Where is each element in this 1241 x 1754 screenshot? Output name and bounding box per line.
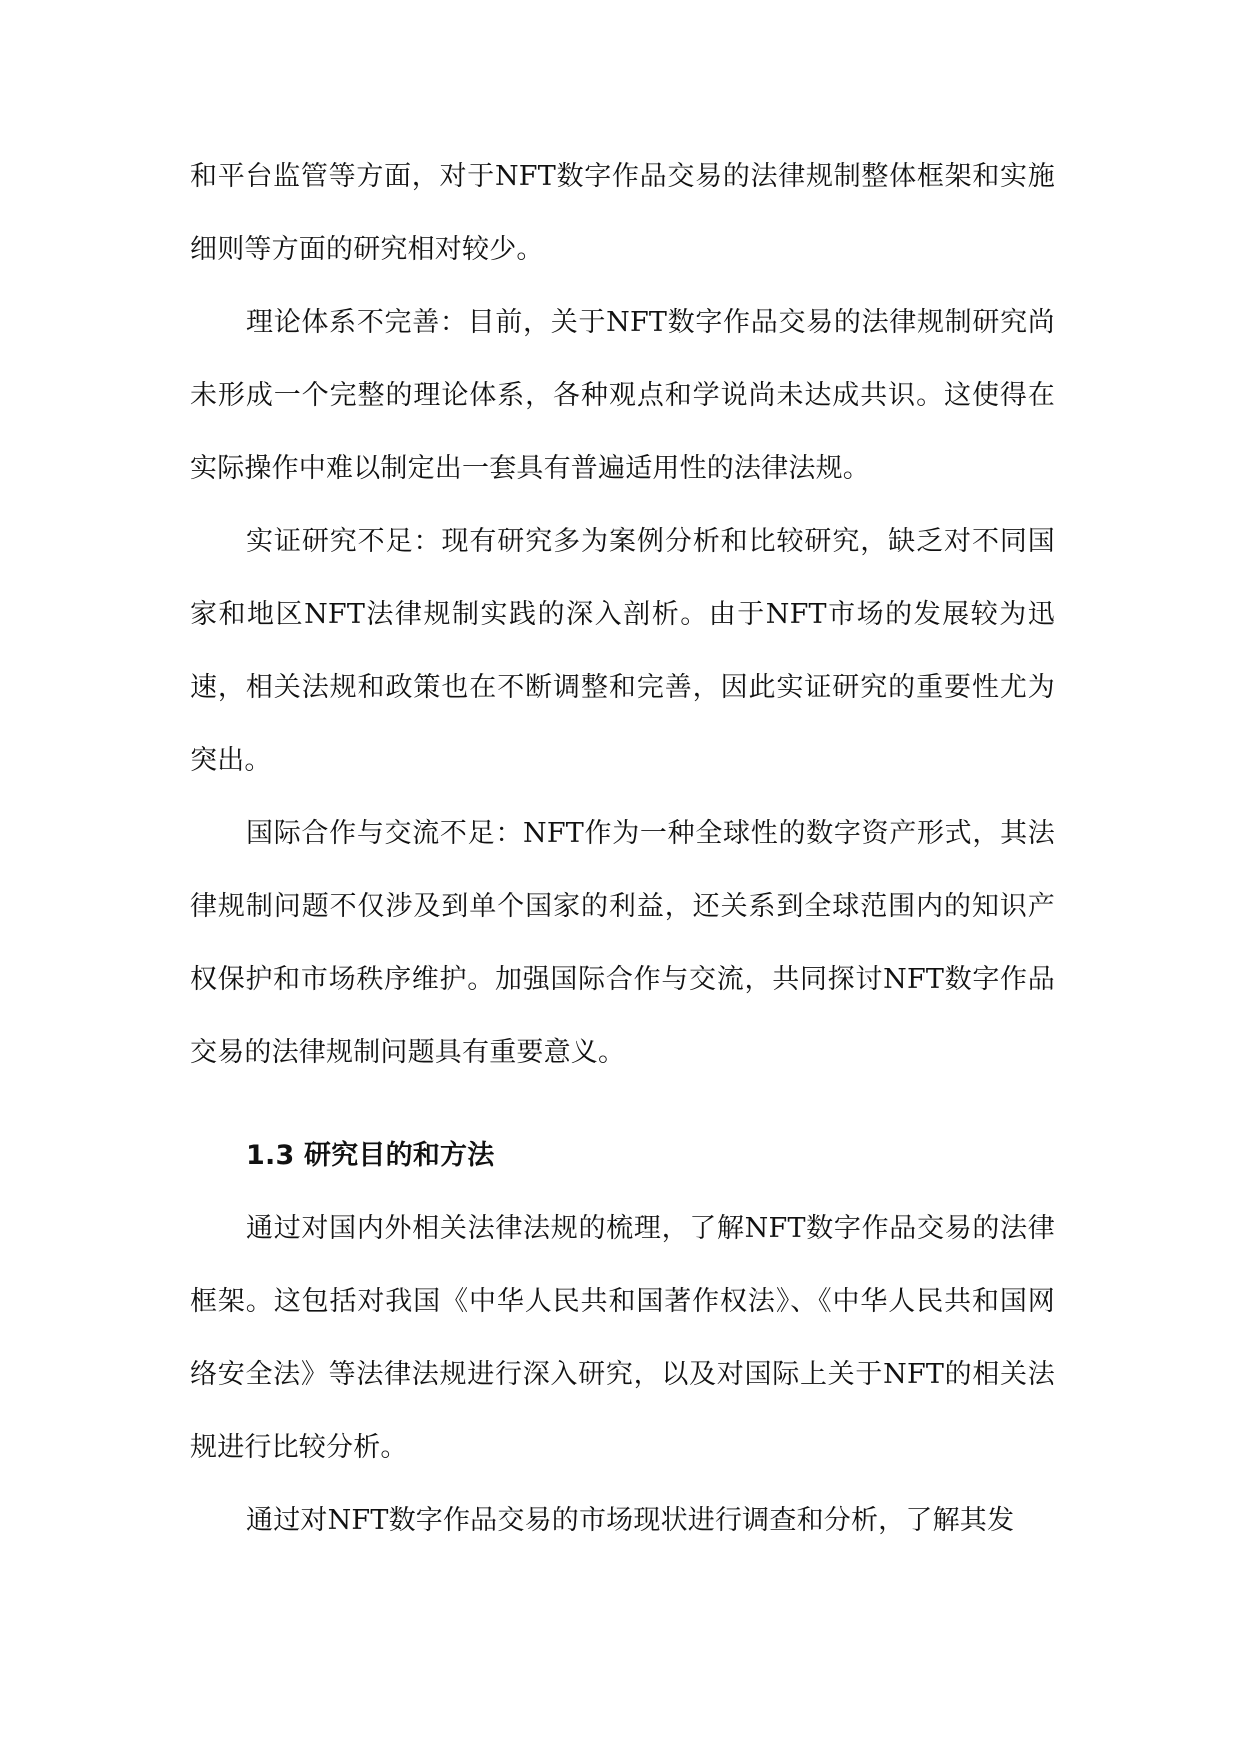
paragraph-market-survey: 通过对NFT数字作品交易的市场现状进行调查和分析，了解其发 <box>246 1505 1015 1536</box>
page-content <box>190 140 1055 1557</box>
paragraph-theory-system: 理论体系不完善：目前，关于NFT数字作品交易的法律规制研究尚未形成一个完整的理论体系，各种观点和学说尚未达成共识。这使得在实际操作中难以制定出一套具有普遍适用性的法律法规。 <box>190 307 1055 484</box>
paragraph-legal-framework: 通过对国内外相关法律法规的梳理，了解NFT数字作品交易的法律框架。这包括对我国《中华人民共和国著作权法》、《中华人民共和国网络安全法》等法律法规进行深入研究，以及对国际上关于NFT的相关法规进行比较分析。 <box>190 1213 1055 1463</box>
section-heading: 1.3 研究目的和方法 <box>246 1140 495 1171</box>
paragraph-empirical-research: 实证研究不足：现有研究多为案例分析和比较研究，缺乏对不同国家和地区NFT法律规制实践的深入剖析。由于NFT市场的发展较为迅速，相关法规和政策也在不断调整和完善，因此实证研究的重要性尤为突出。 <box>190 526 1055 776</box>
paragraph-international-cooperation: 国际合作与交流不足：NFT作为一种全球性的数字资产形式，其法律规制问题不仅涉及到单个国家的利益，还关系到全球范围内的知识产权保护和市场秩序维护。加强国际合作与交流，共同探讨NFT数字作品交易的法律规制问题具有重要意义。 <box>190 818 1055 1068</box>
paragraph-continuation: 和平台监管等方面，对于NFT数字作品交易的法律规制整体框架和实施细则等方面的研究相对较少。 <box>190 161 1055 265</box>
